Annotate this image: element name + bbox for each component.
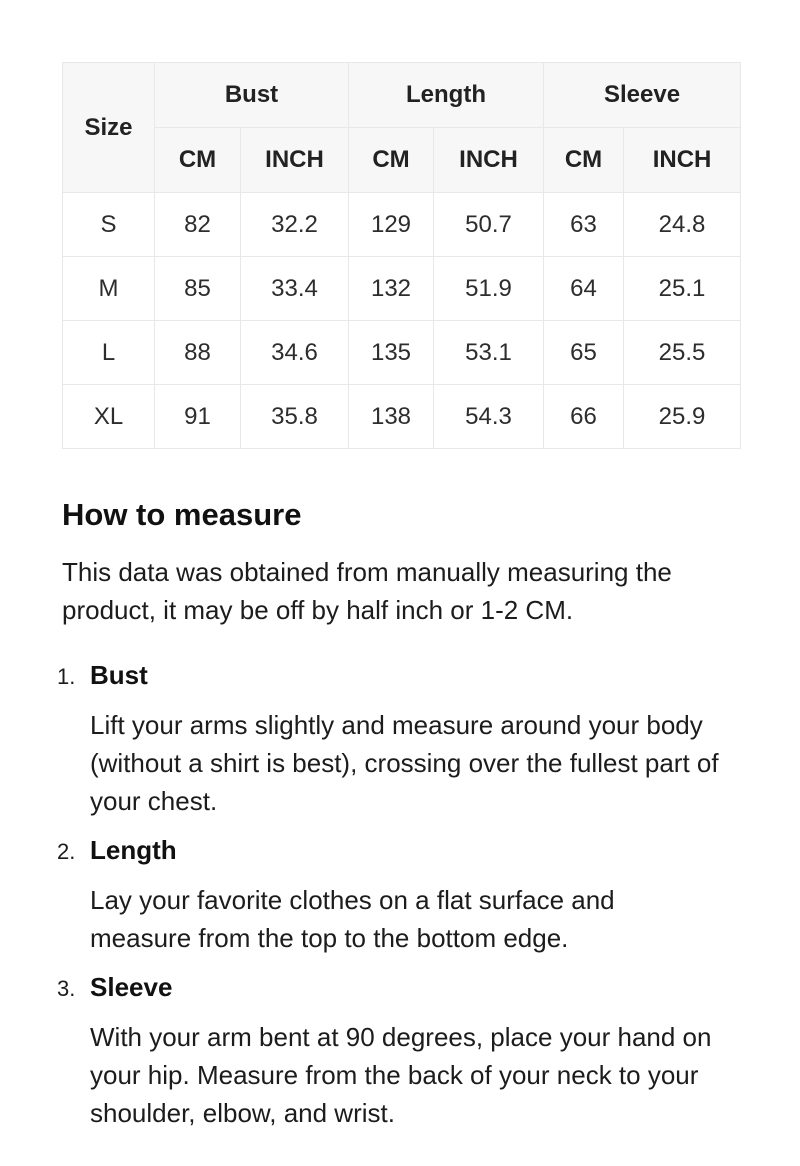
table-row <box>63 257 741 321</box>
list-item <box>57 835 740 957</box>
table-cell: 129 <box>349 193 434 257</box>
list-item <box>57 972 740 1132</box>
size-cell: M <box>63 257 155 321</box>
step-number: 3. <box>57 976 76 1001</box>
size-cell: XL <box>63 385 155 449</box>
length-cm-header: CM <box>349 128 434 193</box>
list-item <box>57 660 740 820</box>
table-cell: 54.3 <box>434 385 544 449</box>
table-cell: 82 <box>155 193 241 257</box>
table-cell: 51.9 <box>434 257 544 321</box>
step-number: 1. <box>57 664 76 689</box>
how-to-measure-heading: How to measure <box>62 497 302 532</box>
measure-disclaimer-text: This data was obtained from manually measuring the product, it may be off by half inch or 1-2 CM. <box>62 557 672 625</box>
step-description: Lift your arms slightly and measure around your body (without a shirt is best), crossing over the fullest part of your chest. <box>90 710 719 816</box>
table-cell: 34.6 <box>241 321 349 385</box>
bust-cm-header: CM <box>155 128 241 193</box>
sleeve-group-header: Sleeve <box>544 63 741 128</box>
bust-inch-header: INCH <box>241 128 349 193</box>
measure-steps-list <box>57 660 740 1132</box>
table-cell: 132 <box>349 257 434 321</box>
step-heading <box>57 972 740 1003</box>
table-header-row-units <box>63 128 741 193</box>
sleeve-inch-header: INCH <box>624 128 741 193</box>
sleeve-cm-header: CM <box>544 128 624 193</box>
table-cell: 33.4 <box>241 257 349 321</box>
length-group-header: Length <box>349 63 544 128</box>
table-cell: 50.7 <box>434 193 544 257</box>
table-cell: 138 <box>349 385 434 449</box>
table-cell: 135 <box>349 321 434 385</box>
table-header-row-groups <box>63 63 741 128</box>
table-cell: 25.5 <box>624 321 741 385</box>
size-cell: S <box>63 193 155 257</box>
table-row <box>63 321 741 385</box>
table-cell: 63 <box>544 193 624 257</box>
table-cell: 24.8 <box>624 193 741 257</box>
step-description: Lay your favorite clothes on a flat surface and measure from the top to the bottom edge. <box>90 885 615 953</box>
step-title-sleeve: Sleeve <box>90 972 173 1002</box>
step-heading <box>57 835 740 866</box>
table-cell: 35.8 <box>241 385 349 449</box>
step-title-bust: Bust <box>90 660 148 690</box>
table-cell: 25.9 <box>624 385 741 449</box>
table-cell: 64 <box>544 257 624 321</box>
table-cell: 32.2 <box>241 193 349 257</box>
table-cell: 53.1 <box>434 321 544 385</box>
table-row <box>63 385 741 449</box>
length-inch-header: INCH <box>434 128 544 193</box>
table-cell: 25.1 <box>624 257 741 321</box>
table-cell: 91 <box>155 385 241 449</box>
table-cell: 85 <box>155 257 241 321</box>
step-heading <box>57 660 740 691</box>
bust-group-header: Bust <box>155 63 349 128</box>
table-cell: 88 <box>155 321 241 385</box>
step-description: With your arm bent at 90 degrees, place your hand on your hip. Measure from the back of your neck to your shoulder, elbow, and wrist. <box>90 1022 712 1128</box>
step-number: 2. <box>57 839 76 864</box>
table-cell: 66 <box>544 385 624 449</box>
size-column-header: Size <box>63 63 155 193</box>
step-title-length: Length <box>90 835 177 865</box>
size-chart-table <box>62 62 741 449</box>
table-row <box>63 193 741 257</box>
table-cell: 65 <box>544 321 624 385</box>
size-cell: L <box>63 321 155 385</box>
